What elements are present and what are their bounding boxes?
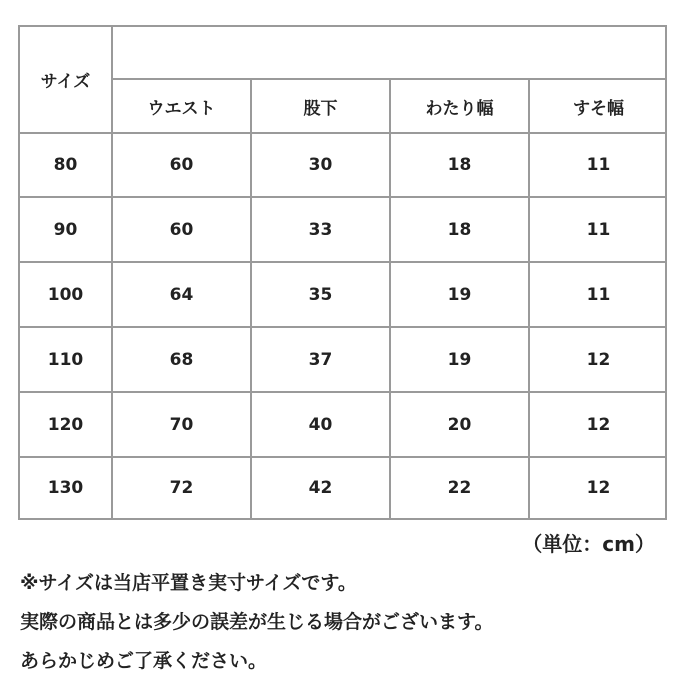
size-cell: 130	[47, 478, 84, 498]
header-hem-width: すそ幅	[573, 98, 624, 119]
table-cell: 11	[586, 219, 611, 240]
table-cell: 70	[169, 414, 194, 435]
table-cell: 12	[586, 414, 611, 435]
header-thigh-width: わたり幅	[425, 98, 494, 119]
unit-label: （単位：cm）	[522, 532, 655, 556]
header-size: サイズ	[40, 72, 91, 92]
table-cell: 18	[447, 155, 472, 175]
table-cell: 60	[169, 155, 194, 175]
table-cell: 12	[586, 349, 611, 370]
header-inseam: 股下	[303, 98, 338, 119]
table-cell: 19	[447, 349, 472, 370]
size-cell: 80	[53, 155, 78, 175]
table-cell: 12	[586, 478, 611, 498]
table-cell: 20	[447, 414, 472, 435]
header-waist: ウエスト	[147, 98, 216, 119]
table-cell: 60	[169, 219, 194, 240]
table-cell: 19	[447, 284, 472, 305]
table-cell: 30	[308, 155, 333, 175]
size-cell: 90	[53, 219, 78, 240]
table-cell: 35	[308, 284, 333, 305]
table-cell: 64	[169, 284, 194, 305]
table-cell: 42	[308, 478, 333, 498]
table-cell: 72	[169, 478, 194, 498]
table-cell: 18	[447, 219, 472, 240]
size-cell: 100	[47, 284, 84, 305]
note-line-1: ※サイズは当店平置き実寸サイズです。	[20, 572, 357, 594]
size-cell: 110	[47, 349, 84, 370]
table-cell: 33	[308, 219, 333, 240]
table-cell: 11	[586, 155, 611, 175]
table-cell: 40	[308, 414, 333, 435]
size-cell: 120	[47, 414, 84, 435]
note-line-3: あらかじめご了承ください。	[20, 650, 268, 672]
table-cell: 11	[586, 284, 611, 305]
table-cell: 37	[308, 349, 333, 370]
note-line-2: 実際の商品とは多少の誤差が生じる場合がございます。	[20, 611, 494, 633]
table-cell: 22	[447, 478, 472, 498]
table-cell: 68	[169, 349, 194, 370]
